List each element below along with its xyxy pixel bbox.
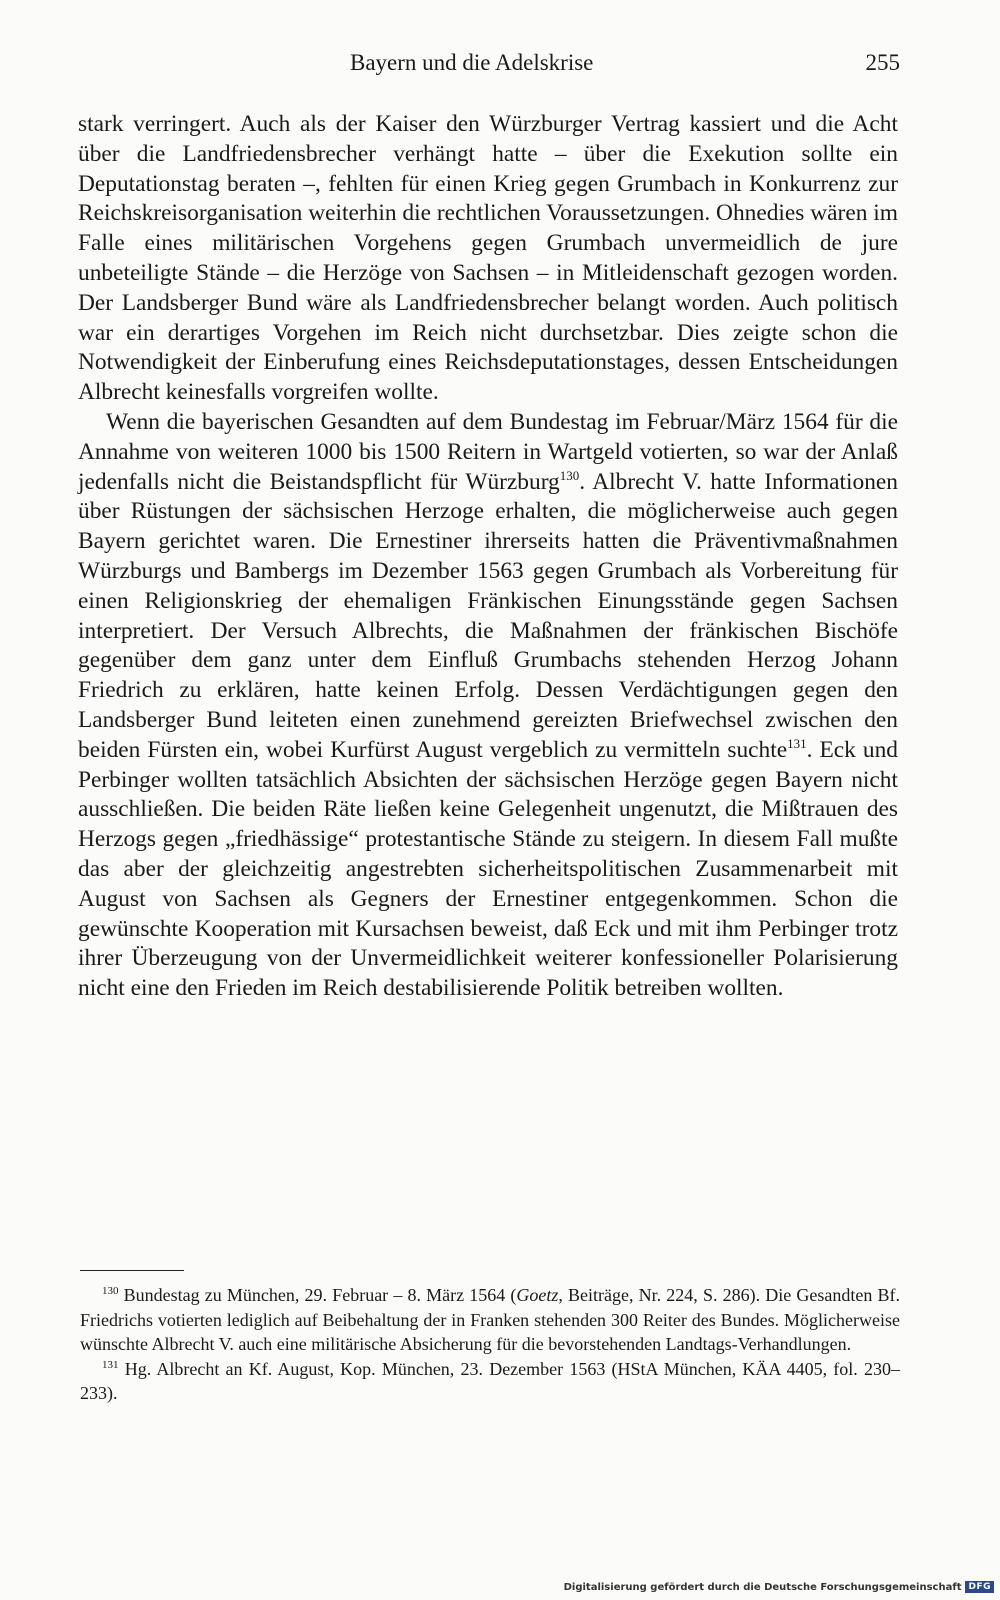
footnote-divider [80,1270,184,1271]
paragraph-2-part-c: . Eck und Perbinger wollten tatsächlich Absichten der sächsischen Herzöge gegen Bayern nicht ausschließen. Die beiden Räte ließen keine Gelegenheit ungenutzt, die Mißtrauen des Herzogs gegen „friedhässige“ protestantische Stände zu steigern. In diesem Fall mußte das aber der gleichzeitig angestrebten sicherheitspolitischen Zusammenarbeit mit August von Sachsen als Gegners der Ernestiner entgegenkommen. Schon die gewünschte Kooperation mit Kursachsen beweist, daß Eck und mit ihm Perbinger trotz ihrer Überzeugung von der Unvermeidlichkeit weiterer konfessioneller Polarisierung nicht eine den Frieden im Reich destabilisierende Politik betreiben wollten. [78,736,898,1002]
running-title: Bayern und die Adelskrise [350,50,594,75]
footnote-130-text-b: , Beiträge, Nr. 224, S. 286). Die Gesandten Bf. Friedrichs votierten lediglich auf Beibehaltung der in Franken stehenden 300 Reiter des Bundes. Möglicherweise wünschte Albrecht V. auch eine militärische Absicherung für die bevorstehenden Landtags-Verhandlungen. [80,1285,901,1354]
page-number: 255 [865,50,900,75]
dfg-logo: DFG [965,1581,994,1593]
paragraph-2-part-b: . Albrecht V. hatte Informationen über Rüstungen der sächsischen Herzoge erhalten, die möglicherweise auch gegen Bayern gerichtet waren. Die Ernestiner ihrerseits hatten die Präventivmaßnahmen Würzburgs und Bambergs im Dezember 1563 gegen Grumbach als Vorbereitung für einen Religionskrieg der ehemaligen Fränkischen Einungsstände gegen Sachsen interpretiert. Der Versuch Albrechts, die Maßnahmen der fränkischen Bischöfe gegenüber dem ganz unter dem Einfluß Grumbachs stehenden Herzog Johann Friedrich zu erklären, hatte keinen Erfolg. Dessen Verdächtigungen gegen den Landsberger Bund leiteten einen zunehmend gereizten Briefwechsel zwischen den beiden Fürsten ein, wobei Kurfürst August vergeblich zu vermitteln suchte [78,468,898,763]
main-text [78,110,898,1004]
running-head [80,50,900,80]
footnote-number-130: 130 [102,1285,119,1297]
paragraph-2 [78,408,898,1004]
paragraph-2-part-a: Wenn die bayerischen Gesandten auf dem Bundestag im Februar/März 1564 für die Annahme von weiteren 1000 bis 1500 Reitern in Wartgeld votierten, so war der Anlaß jedenfalls nicht die Beistandspflicht für Würzburg [78,408,898,495]
footnotes [80,1283,900,1406]
digitization-credit [564,1578,994,1596]
footnote-130-text-a: Bundestag zu München, 29. Februar – 8. März 1564 ( [118,1285,517,1305]
footnote-ref-130[interactable]: 130 [559,467,580,483]
footnote-ref-131[interactable]: 131 [787,735,807,751]
footnote-131-text: Hg. Albrecht an Kf. August, Kop. München, 23. Dezember 1563 (HStA München, KÄA 4405, fol. 230–233). [80,1358,900,1403]
credit-text: Digitalisierung gefördert durch die Deutsche Forschungsgemeinschaft [563,1581,962,1593]
footnote-130-author: Goetz [516,1285,559,1305]
footnote-130 [80,1283,900,1357]
footnote-131 [80,1357,900,1406]
paragraph-1: stark verringert. Auch als der Kaiser den Würzburger Vertrag kassiert und die Acht über die Landfriedensbrecher verhängt hatte – über die Exekution sollte ein Deputationstag beraten –, fehlten für einen Krieg gegen Grumbach in Konkurrenz zur Reichskreisorganisation weiterhin die rechtlichen Voraussetzungen. Ohnedies wären im Falle eines militärischen Vorgehens gegen Grumbach unvermeidlich de jure unbeteiligte Stände – die Herzöge von Sachsen – in Mitleidenschaft gezogen worden. Der Landsberger Bund wäre als Landfriedensbrecher belangt worden. Auch politisch war ein derartiges Vorgehen im Reich nicht durchsetzbar. Dies zeigte schon die Notwendigkeit der Einberufung eines Reichsdeputationstages, dessen Entscheidungen Albrecht keinesfalls vorgreifen wollte. [78,111,898,406]
footnote-number-131: 131 [102,1358,119,1371]
